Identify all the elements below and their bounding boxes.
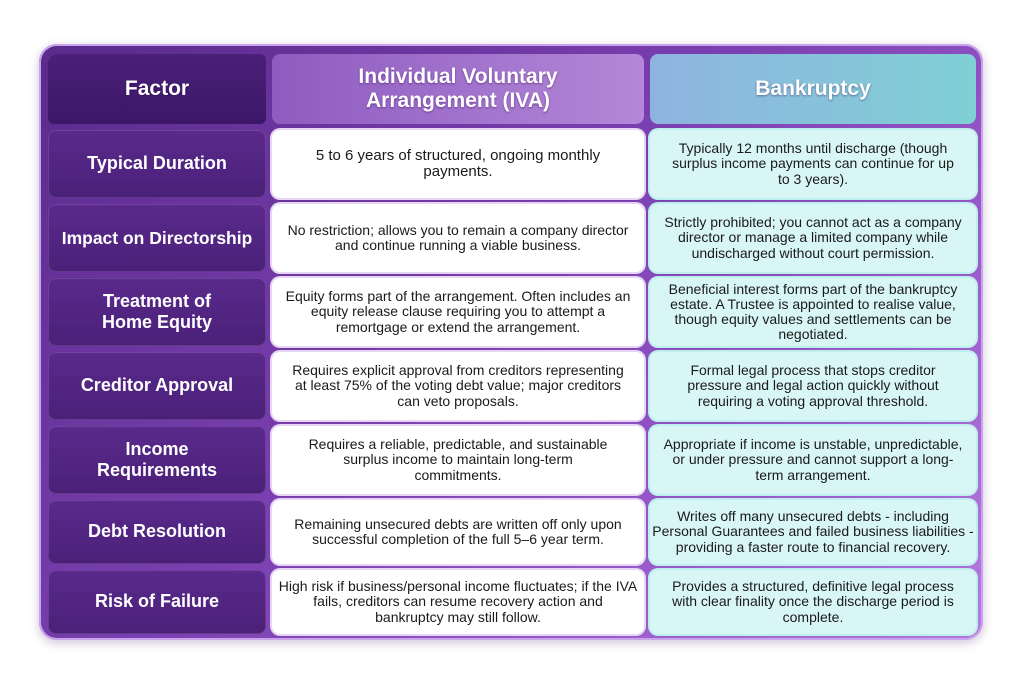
bankruptcy-impact-on-directorship: Strictly prohibited; you cannot act as a company director or manage a limited company while undischarged without court permission. bbox=[650, 204, 976, 272]
bankruptcy-treatment-of-home-equity: Beneficial interest forms part of the bankruptcy estate. A Trustee is appointed to realise value, though equity values and settlements can be negotiated. bbox=[650, 278, 976, 346]
header-iva: Individual Voluntary Arrangement (IVA) bbox=[272, 54, 644, 124]
factor-income-requirements: Income Requirements bbox=[48, 426, 266, 494]
bankruptcy-income-requirements: Appropriate if income is unstable, unpredictable, or under pressure and cannot support a long-term arrangement. bbox=[650, 426, 976, 494]
iva-risk-of-failure: High risk if business/personal income fluctuates; if the IVA fails, creditors can resume recovery action and bankruptcy may still follow. bbox=[272, 570, 644, 634]
comparison-table bbox=[48, 54, 976, 634]
iva-treatment-of-home-equity: Equity forms part of the arrangement. Often includes an equity release clause requiring you to attempt a remortgage or extend the arrangement. bbox=[272, 278, 644, 346]
iva-impact-on-directorship: No restriction; allows you to remain a company director and continue running a viable business. bbox=[272, 204, 644, 272]
factor-debt-resolution: Debt Resolution bbox=[48, 500, 266, 564]
factor-risk-of-failure: Risk of Failure bbox=[48, 570, 266, 634]
factor-treatment-of-home-equity: Treatment of Home Equity bbox=[48, 278, 266, 346]
bankruptcy-risk-of-failure: Provides a structured, definitive legal process with clear finality once the discharge period is complete. bbox=[650, 570, 976, 634]
bankruptcy-typical-duration: Typically 12 months until discharge (though surplus income payments can continue for up to 3 years). bbox=[650, 130, 976, 198]
iva-typical-duration: 5 to 6 years of structured, ongoing monthly payments. bbox=[272, 130, 644, 198]
iva-creditor-approval: Requires explicit approval from creditors representing at least 75% of the voting debt value; major creditors can veto proposals. bbox=[272, 352, 644, 420]
iva-income-requirements: Requires a reliable, predictable, and sustainable surplus income to maintain long-term commitments. bbox=[272, 426, 644, 494]
iva-debt-resolution: Remaining unsecured debts are written off only upon successful completion of the full 5–6 year term. bbox=[272, 500, 644, 564]
factor-typical-duration: Typical Duration bbox=[48, 130, 266, 198]
factor-creditor-approval: Creditor Approval bbox=[48, 352, 266, 420]
bankruptcy-debt-resolution: Writes off many unsecured debts - including Personal Guarantees and failed business liabilities - providing a faster route to financial recovery. bbox=[650, 500, 976, 564]
bankruptcy-creditor-approval: Formal legal process that stops creditor pressure and legal action quickly without requiring a voting approval threshold. bbox=[650, 352, 976, 420]
header-factor: Factor bbox=[48, 54, 266, 124]
factor-impact-on-directorship: Impact on Directorship bbox=[48, 204, 266, 272]
header-bankruptcy: Bankruptcy bbox=[650, 54, 976, 124]
